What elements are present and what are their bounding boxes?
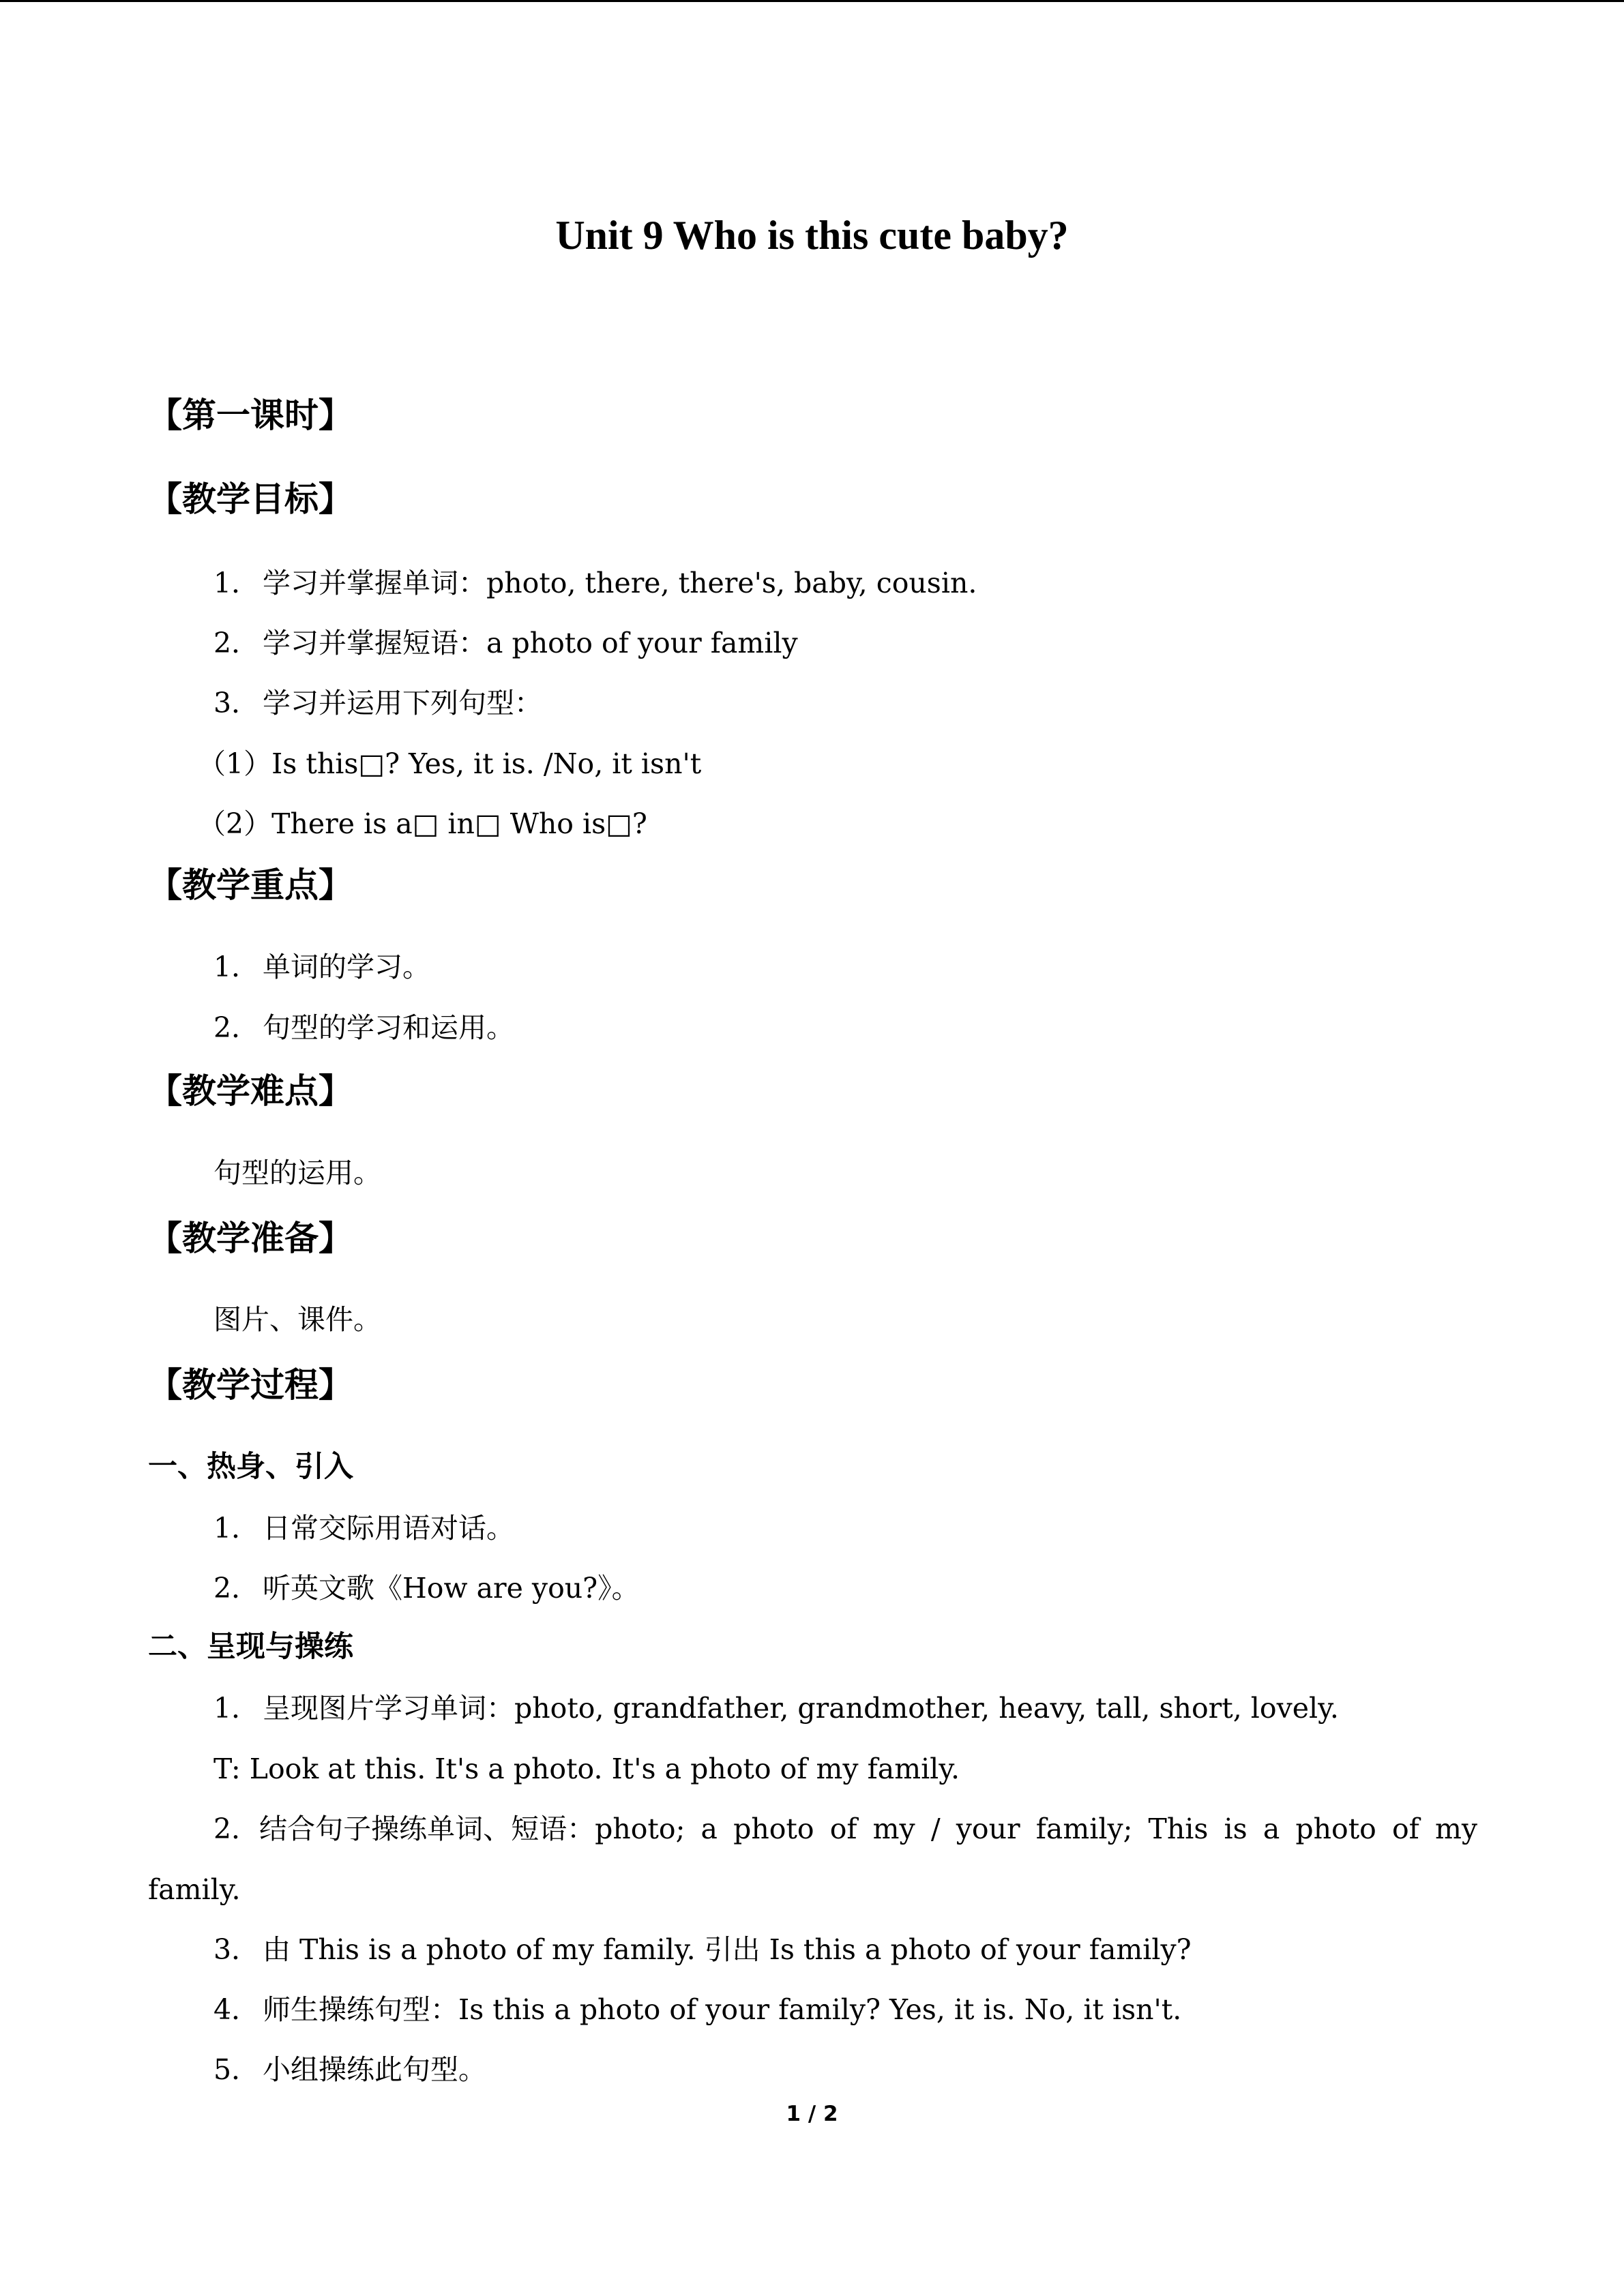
justified-word: of (1391, 1813, 1419, 1845)
presentation-number: 2． (213, 1813, 260, 1845)
objective-item-number: 1． (213, 567, 260, 599)
presentation-item (213, 1989, 1181, 2030)
sentence-pattern-text: Is this□? Yes, it is. /No, it isn't (271, 747, 702, 780)
dialogue-line: T: Look at this. It's a photo. It's a photo of my family. (213, 1753, 960, 1785)
key-point-number: 2． (213, 1011, 260, 1044)
objective-item-number: 2． (213, 627, 260, 659)
justified-word: photo (1295, 1813, 1376, 1845)
top-border-rule (0, 0, 1624, 2)
objectives-heading: 【教学目标】 (148, 479, 353, 519)
presentation-number: 1． (213, 1692, 260, 1725)
warm-up-text: 日常交际用语对话。 (263, 1512, 514, 1545)
presentation-number: 4． (213, 1993, 260, 2026)
justified-word: is (1224, 1813, 1247, 1845)
warm-up-number: 2． (213, 1572, 260, 1605)
presentation-text: 师生操练句型：Is this a photo of your family? Yes, it is. No, it isn't. (263, 1993, 1182, 2026)
justified-word: family; (1035, 1813, 1133, 1845)
sentence-pattern (198, 803, 647, 844)
objective-item-text: 学习并掌握短语：a photo of your family (263, 627, 798, 659)
presentation-item (213, 2049, 486, 2090)
warm-up-item (213, 1508, 514, 1549)
justified-word: your (956, 1813, 1020, 1845)
presentation-continuation: family. (148, 1873, 241, 1906)
objective-item (213, 563, 977, 603)
presentation-item-justified (213, 1808, 1477, 1849)
warm-up-text: 听英文歌《How are you?》。 (263, 1572, 640, 1605)
document-title: Unit 9 Who is this cute baby? (555, 213, 1069, 258)
sentence-pattern-number: （1） (198, 747, 272, 780)
warm-up-number: 1． (213, 1512, 260, 1545)
justified-word: a (700, 1813, 718, 1845)
sentence-pattern-number: （2） (198, 807, 272, 840)
key-point-text: 单词的学习。 (263, 951, 430, 983)
sentence-pattern-text: There is a□ in□ Who is□? (271, 807, 647, 840)
difficulties-heading: 【教学难点】 (148, 1071, 353, 1111)
presentation-item (213, 1929, 1192, 1970)
sentence-pattern (198, 743, 701, 784)
justified-word: my (872, 1813, 915, 1845)
presentation-heading: 二、呈现与操练 (148, 1630, 353, 1664)
justified-word: / (930, 1813, 941, 1845)
justified-word (213, 1808, 685, 1849)
presentation-text: 小组操练此句型。 (263, 2053, 486, 2086)
objective-item (213, 683, 542, 724)
objective-item (213, 623, 798, 664)
warm-up-item (213, 1568, 640, 1609)
page-number: 1 / 2 (786, 2102, 838, 2126)
key-point-item (213, 1007, 514, 1048)
presentation-number: 5． (213, 2053, 260, 2086)
presentation-number: 3． (213, 1933, 260, 1966)
process-heading: 【教学过程】 (148, 1365, 353, 1405)
justified-word: of (829, 1813, 857, 1845)
period-heading: 【第一课时】 (148, 396, 353, 435)
objective-item-text: 学习并掌握单词：photo, there, there's, baby, cousin. (263, 567, 977, 599)
difficulties-text: 句型的运用。 (213, 1157, 381, 1189)
objective-item-number: 3． (213, 687, 260, 719)
preparation-heading: 【教学准备】 (148, 1219, 353, 1258)
key-points-heading: 【教学重点】 (148, 865, 353, 905)
justified-word: my (1434, 1813, 1477, 1845)
preparation-text: 图片、课件。 (213, 1303, 381, 1336)
justified-word: This (1148, 1813, 1209, 1845)
key-point-item (213, 946, 430, 987)
presentation-item (213, 1688, 1339, 1729)
presentation-text: 呈现图片学习单词：photo, grandfather, grandmother, heavy, tall, short, lovely. (263, 1692, 1339, 1725)
justified-word-lead: 结合句子操练单词、短语：photo; (259, 1813, 685, 1845)
justified-word: a (1263, 1813, 1280, 1845)
key-point-number: 1． (213, 951, 260, 983)
warm-up-heading: 一、热身、引入 (148, 1450, 353, 1484)
objective-item-text: 学习并运用下列句型： (263, 687, 542, 719)
presentation-text: 由 This is a photo of my family. 引出 Is this a photo of your family? (263, 1933, 1192, 1966)
justified-word: photo (733, 1813, 814, 1845)
key-point-text: 句型的学习和运用。 (263, 1011, 514, 1044)
